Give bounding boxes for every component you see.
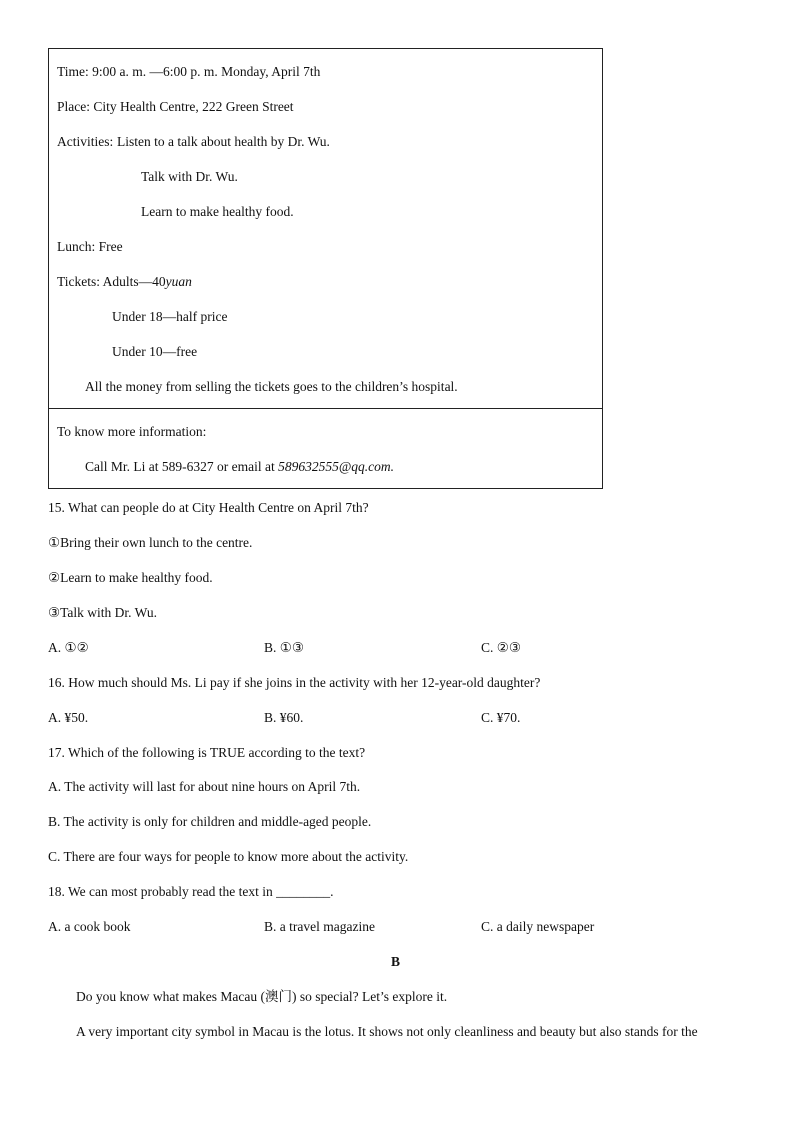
- question-17-option-c: C. There are four ways for people to know more about the activity.: [48, 849, 409, 864]
- question-17-option-b: B. The activity is only for children and middle-aged people.: [48, 814, 372, 829]
- notice-divider: [48, 408, 603, 409]
- notice-activity-2: Talk with Dr. Wu.: [141, 169, 238, 184]
- question-15-statement-1: ①Bring their own lunch to the centre.: [48, 535, 253, 550]
- question-15-stem: 15. What can people do at City Health Centre on April 7th?: [48, 500, 369, 515]
- question-18-stem: 18. We can most probably read the text in ________.: [48, 884, 334, 899]
- section-b-paragraph-1: Do you know what makes Macau (澳门) so special? Let’s explore it.: [76, 989, 448, 1004]
- question-16-stem: 16. How much should Ms. Li pay if she joins in the activity with her 12-year-old daughter?: [48, 675, 541, 690]
- question-18-option-a: A. a cook book: [48, 919, 131, 934]
- question-15-option-c: C. ②③: [481, 640, 521, 655]
- notice-tickets-under18: Under 18—half price: [112, 309, 228, 324]
- notice-tickets-under10: Under 10—free: [112, 344, 198, 359]
- question-16-option-a: A. ¥50.: [48, 710, 89, 725]
- notice-activities-label: Activities:: [57, 134, 114, 149]
- notice-place: Place: City Health Centre, 222 Green Street: [57, 99, 294, 114]
- notice-contact-text: Call Mr. Li at 589-6327 or email at: [85, 459, 275, 474]
- question-17-option-a: A. The activity will last for about nine hours on April 7th.: [48, 779, 361, 794]
- notice-activity-1: Listen to a talk about health by Dr. Wu.: [117, 134, 330, 149]
- notice-tickets-currency: yuan: [165, 274, 192, 289]
- question-17-stem: 17. Which of the following is TRUE according to the text?: [48, 745, 366, 760]
- notice-activity-3: Learn to make healthy food.: [141, 204, 294, 219]
- section-b-paragraph-2: A very important city symbol in Macau is the lotus. It shows not only cleanliness and beauty but also stands for the: [76, 1024, 698, 1039]
- notice-money-note: All the money from selling the tickets goes to the children’s hospital.: [85, 379, 458, 394]
- notice-contact-email: 589632555@qq.com.: [278, 459, 395, 474]
- question-18-option-c: C. a daily newspaper: [481, 919, 595, 934]
- question-16-option-c: C. ¥70.: [481, 710, 521, 725]
- question-18-option-b: B. a travel magazine: [264, 919, 375, 934]
- section-b-heading: B: [391, 954, 401, 969]
- question-15-statement-2: ②Learn to make healthy food.: [48, 570, 213, 585]
- question-15-statement-3: ③Talk with Dr. Wu.: [48, 605, 157, 620]
- notice-lunch: Lunch: Free: [57, 239, 123, 254]
- question-15-option-a: A. ①②: [48, 640, 89, 655]
- notice-tickets-label: Tickets: Adults—40: [57, 274, 166, 289]
- notice-tickets: [57, 275, 192, 289]
- question-16-option-b: B. ¥60.: [264, 710, 304, 725]
- notice-contact: [85, 460, 394, 474]
- notice-time: Time: 9:00 a. m. —6:00 p. m. Monday, April 7th: [57, 64, 321, 79]
- question-15-option-b: B. ①③: [264, 640, 304, 655]
- notice-info-heading: To know more information:: [57, 424, 207, 439]
- notice-box: [48, 48, 603, 489]
